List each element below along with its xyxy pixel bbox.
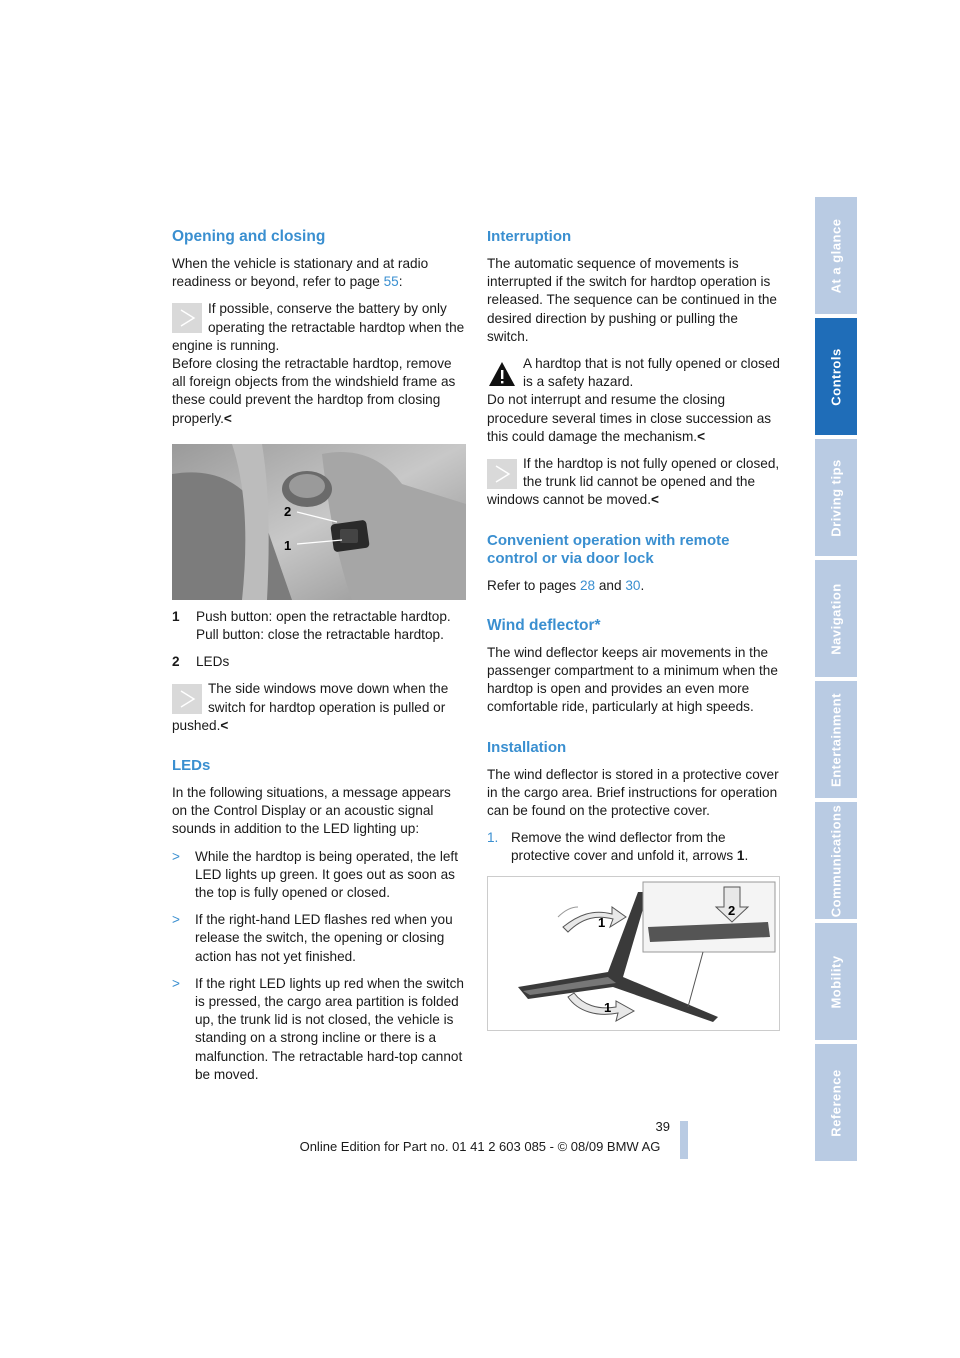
page-link-30[interactable]: 30 <box>625 577 641 593</box>
tab-label: Controls <box>828 347 844 406</box>
note-icon <box>487 459 517 489</box>
bullet-text: If the right-hand LED flashes red when you release the switch, the opening or closing action has not yet finished. <box>195 912 453 964</box>
warning-safety <box>487 355 783 446</box>
tab-label: Reference <box>828 1068 844 1137</box>
paragraph-interruption: The automatic sequence of movements is interrupted if the switch for hardtop operation is released. The sequence can be continued in the desired direction by pushing or pulling the switch. <box>487 256 777 344</box>
note-text: If possible, conserve the battery by only operating the retractable hardtop when the engine is running. <box>172 301 465 353</box>
arrow-label-2: 2 <box>728 902 736 918</box>
text: . <box>744 848 749 864</box>
heading-interruption: Interruption <box>487 228 572 245</box>
note-icon <box>172 684 202 714</box>
legend-item-2 <box>172 653 468 671</box>
end-mark: < <box>220 717 229 733</box>
paragraph-installation: The wind deflector is stored in a protective cover in the cargo area. Brief instructions for operation can be found on the protective cover. <box>487 766 779 819</box>
legend-text: Push button: open the retractable hardtop. Pull button: close the retractable hardtop. <box>196 608 451 643</box>
bullet-mark: > <box>172 975 180 991</box>
step-number: 1. <box>487 830 499 846</box>
bullet-text: If the right LED lights up red when the switch is pressed, the cargo area partition is folded up, the trunk lid is not closed, the vehicle is standing on a strong incline or there is a malfunction. The retractable hard-top cannot be moved. <box>195 975 464 1082</box>
tab-navigation[interactable] <box>815 560 857 677</box>
wind-deflector-illustration <box>488 877 779 1030</box>
paragraph-wind-deflector: The wind deflector keeps air movements in the passenger compartment to a minimum when the hardtop is open and provides an even more comfortable ride, particularly at high speeds. <box>487 644 778 715</box>
label-1: 1 <box>284 537 292 553</box>
tab-label: Navigation <box>828 582 844 655</box>
right-column <box>487 228 783 1031</box>
heading-convenient-operation: Convenient operation with remote control or via door lock <box>487 531 730 567</box>
heading-opening-closing: Opening and closing <box>172 228 326 245</box>
arrow-label-1b: 1 <box>604 999 612 1015</box>
edition-footer: Online Edition for Part no. 01 41 2 603 085 - © 08/09 BMW AG <box>299 1139 661 1154</box>
arrow-ref: 1 <box>736 848 745 864</box>
text: . <box>640 577 645 593</box>
text: Remove the wind deflector from the protective cover and unfold it, arrows <box>511 830 737 864</box>
paragraph-refer-pages <box>487 577 783 595</box>
text: Refer to pages <box>487 577 580 593</box>
legend-text: LEDs <box>196 654 230 670</box>
page-number: 39 <box>655 1119 670 1134</box>
end-mark: < <box>697 428 706 444</box>
tab-entertainment[interactable] <box>815 681 857 798</box>
paragraph-radio-readiness <box>172 255 468 291</box>
section-tabs <box>815 197 857 1165</box>
step-text <box>511 829 783 865</box>
bullet-text: While the hardtop is being operated, the left LED lights up green. It goes out as soon as the top is fully opened or closed. <box>195 848 458 901</box>
tab-label: At a glance <box>828 218 844 293</box>
note-trunk-lid <box>487 455 783 510</box>
tab-label: Driving tips <box>828 458 844 537</box>
page-link-28[interactable]: 28 <box>579 577 596 593</box>
note-text: If the hardtop is not fully opened or closed, the trunk lid cannot be opened and the windows cannot be moved. <box>487 456 780 508</box>
warning-text-continued: Do not interrupt and resume the closing procedure several times in close succession as this could damage the mechanism. <box>487 392 772 444</box>
label-2: 2 <box>284 503 292 519</box>
text: : <box>398 274 403 290</box>
hardtop-switch-photo <box>172 444 466 600</box>
heading-leds: LEDs <box>172 757 211 775</box>
end-mark: < <box>650 492 659 508</box>
page-link-55[interactable]: 55 <box>383 274 399 290</box>
bullet-mark: > <box>172 848 180 864</box>
wind-deflector-figure <box>487 876 780 1031</box>
note-text-continued: Before closing the retractable hardtop, remove all foreign objects from the windshield frame as these could prevent the hardtop from closing properly. <box>172 356 456 426</box>
end-mark: < <box>223 410 232 426</box>
legend-number: 2 <box>172 654 180 670</box>
tab-driving-tips[interactable] <box>815 439 857 556</box>
warning-icon <box>487 359 517 389</box>
tab-controls[interactable] <box>815 318 857 435</box>
bullet-mark: > <box>172 912 180 928</box>
tab-label: Mobility <box>828 954 844 1009</box>
note-side-windows <box>172 680 468 735</box>
arrow-label-1: 1 <box>598 914 606 930</box>
text: and <box>595 577 626 593</box>
tab-at-a-glance[interactable] <box>815 197 857 314</box>
legend-item-1 <box>172 608 468 644</box>
warning-text: A hardtop that is not fully opened or closed is a safety hazard. <box>523 356 780 390</box>
legend-number: 1 <box>172 608 180 624</box>
hardtop-switch-figure <box>172 444 466 600</box>
text: When the vehicle is stationary and at radio readiness or beyond, refer to page <box>172 256 429 290</box>
step-1 <box>487 829 783 865</box>
paragraph-leds-intro: In the following situations, a message appears on the Control Display or an acoustic signal sounds in addition to the LED lighting up: <box>172 785 451 837</box>
list-item <box>172 911 468 966</box>
tab-label: Entertainment <box>828 692 844 787</box>
heading-installation: Installation <box>487 738 567 756</box>
note-icon <box>172 303 202 333</box>
tab-mobility[interactable] <box>815 923 857 1040</box>
list-item <box>172 975 468 1084</box>
tab-label: Communications <box>828 804 844 917</box>
heading-wind-deflector: Wind deflector* <box>487 616 601 634</box>
note-battery <box>172 300 468 427</box>
note-text: The side windows move down when the switch for hardtop operation is pulled or pushed. <box>172 681 449 733</box>
left-column <box>172 228 468 1093</box>
list-item <box>172 848 468 903</box>
tab-communications[interactable] <box>815 802 857 919</box>
